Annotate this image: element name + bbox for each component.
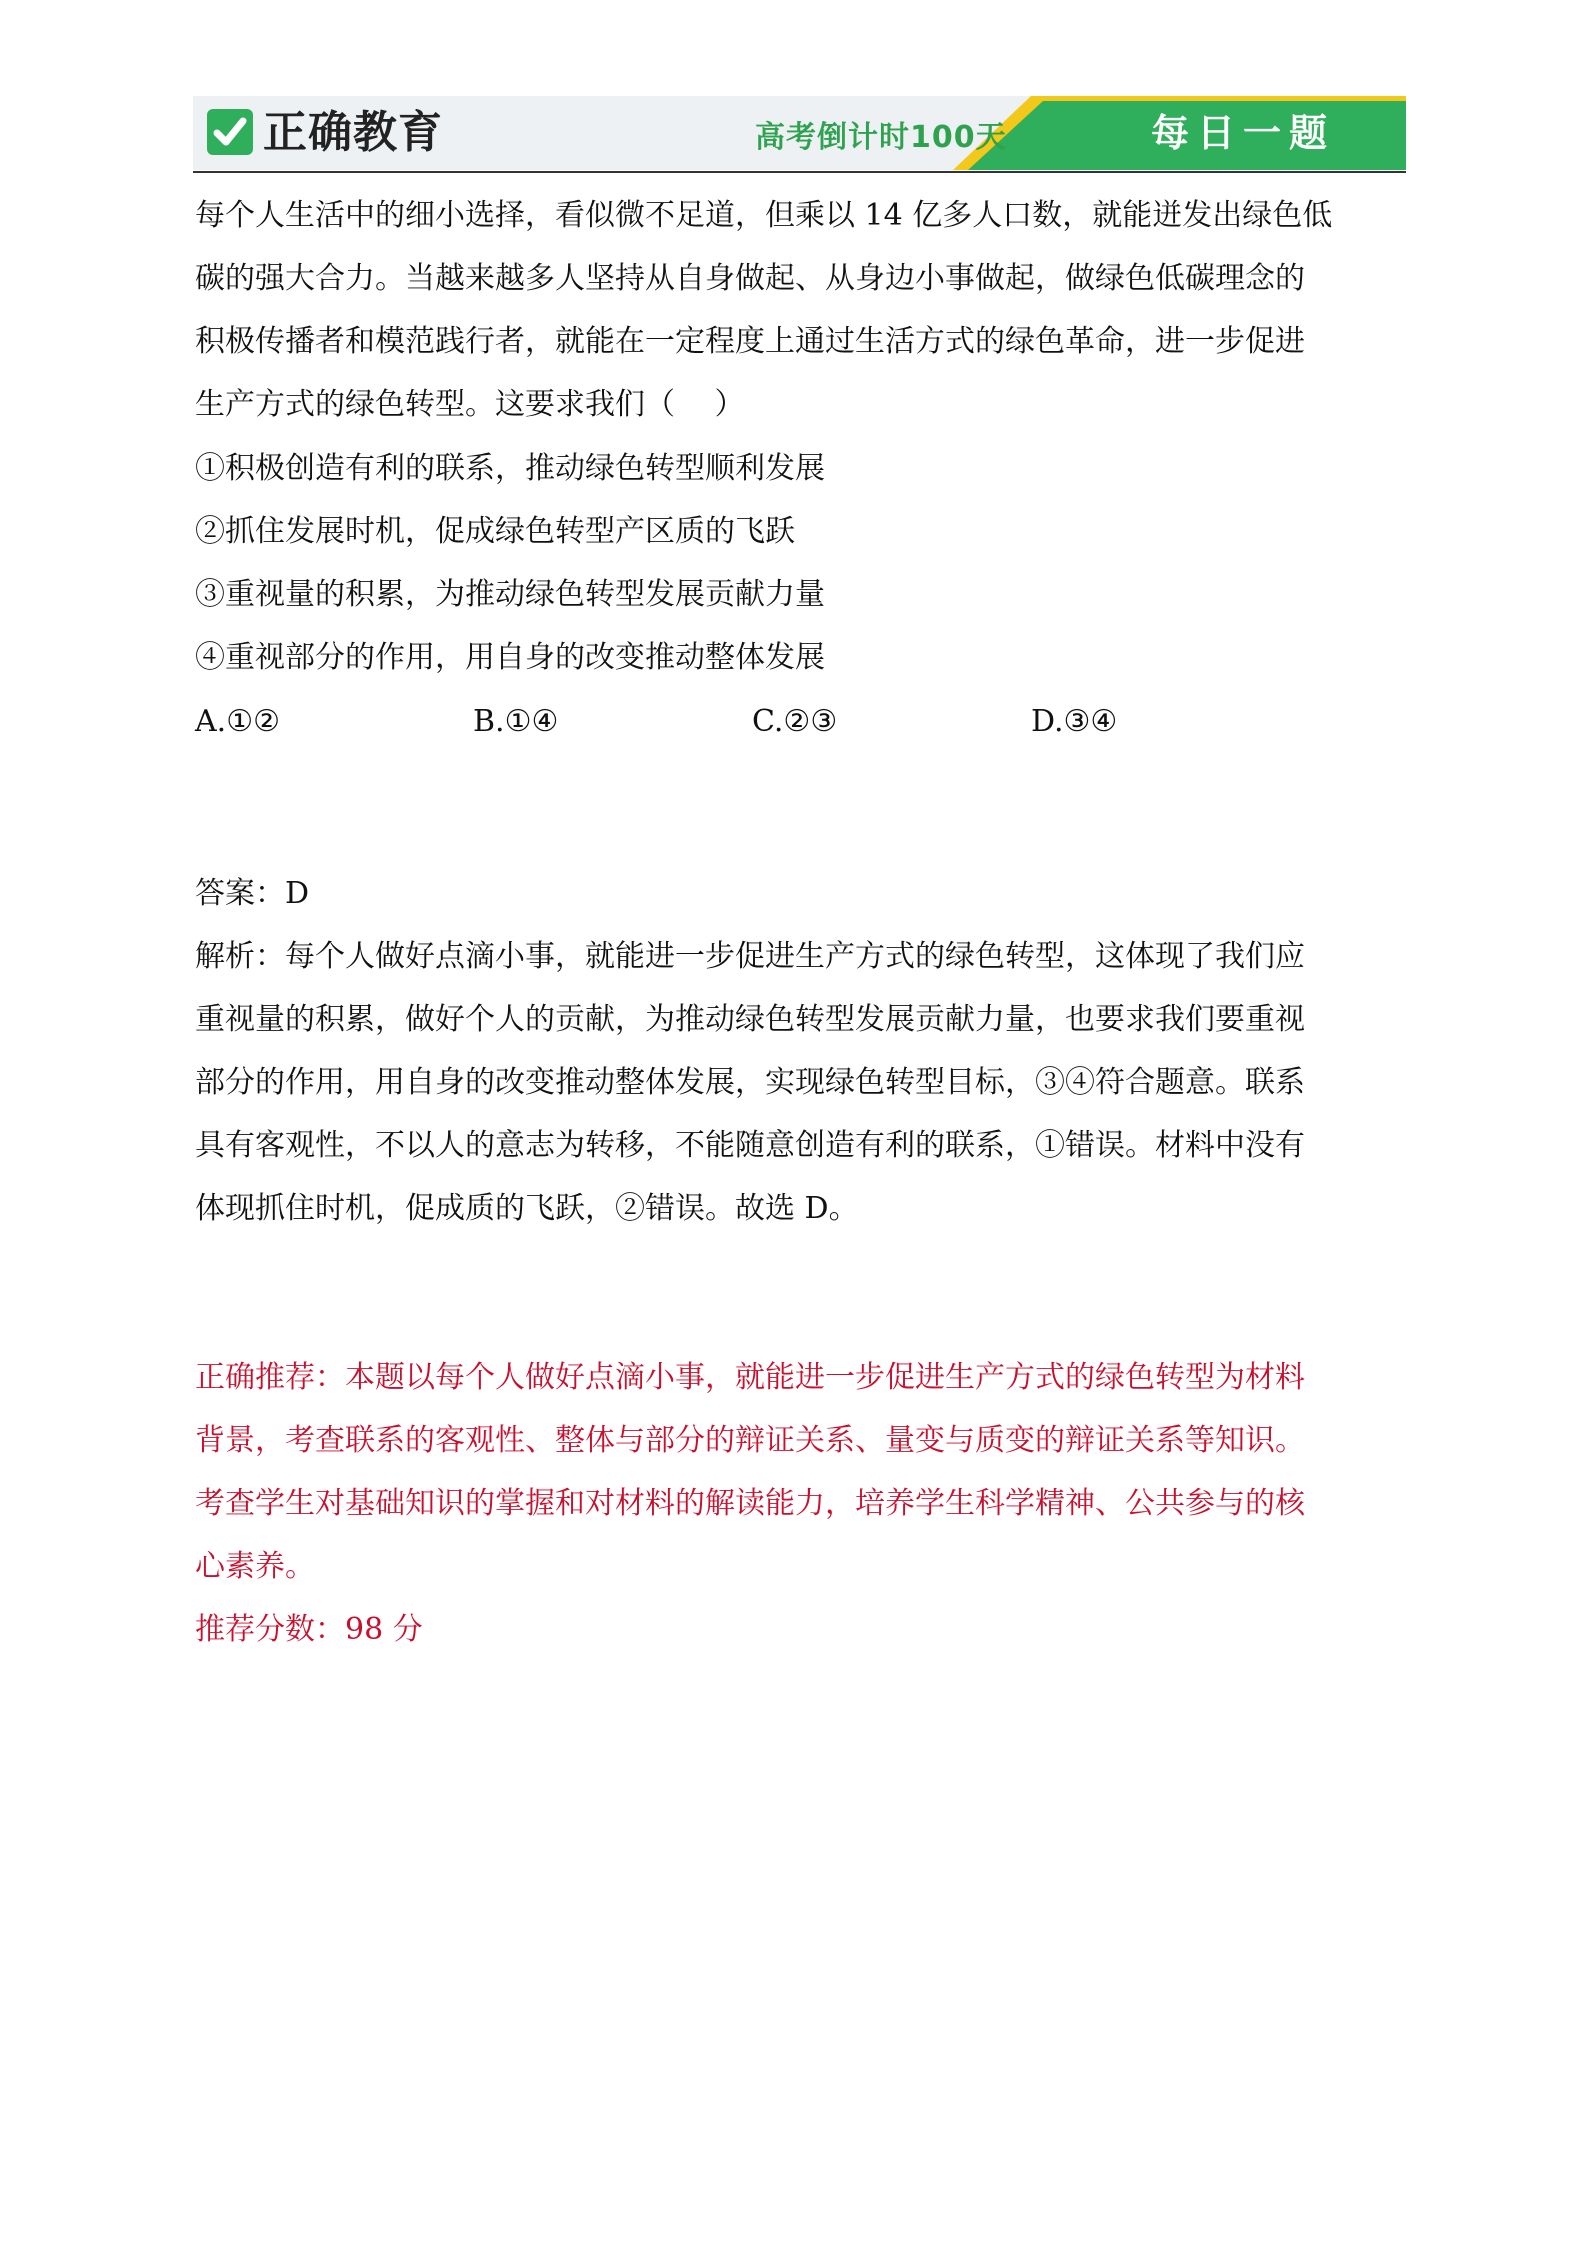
logo-text: 正确教育 (263, 107, 443, 158)
option-d: D.③④ (1031, 704, 1118, 739)
statement-4: ④重视部分的作用，用自身的改变推动整体发展 (195, 640, 825, 675)
recommend-line: 心素养。 (195, 1549, 315, 1584)
question-stem-line: 每个人生活中的细小选择，看似微不足道，但乘以 14 亿多人口数，就能迸发出绿色低 (195, 198, 1333, 233)
option-b: B.①④ (473, 704, 559, 739)
header-divider (193, 171, 1406, 173)
answer-label: 答案：D (195, 876, 310, 911)
statement-3: ③重视量的积累，为推动绿色转型发展贡献力量 (195, 577, 825, 612)
countdown-text: 高考倒计时100天 (755, 120, 1007, 155)
analysis-line: 重视量的积累，做好个人的贡献，为推动绿色转型发展贡献力量，也要求我们要重视 (195, 1002, 1305, 1037)
recommend-line: 背景，考查联系的客观性、整体与部分的辩证关系、量变与质变的辩证关系等知识。 (195, 1423, 1305, 1458)
statement-2: ②抓住发展时机，促成绿色转型产区质的飞跃 (195, 514, 795, 549)
analysis-line: 具有客观性，不以人的意志为转移，不能随意创造有利的联系，①错误。材料中没有 (195, 1128, 1305, 1163)
question-stem-line: 积极传播者和模范践行者，就能在一定程度上通过生活方式的绿色革命，进一步促进 (195, 324, 1305, 359)
option-c: C.②③ (752, 704, 838, 739)
analysis-line: 体现抓住时机，促成质的飞跃，②错误。故选 D。 (195, 1191, 859, 1226)
recommend-line: 考查学生对基础知识的掌握和对材料的解读能力，培养学生科学精神、公共参与的核 (195, 1486, 1305, 1521)
daily-question-title: 每日一题 (1151, 111, 1336, 155)
question-stem-line: 生产方式的绿色转型。这要求我们（ ） (195, 387, 745, 422)
question-stem-line: 碳的强大合力。当越来越多人坚持从自身做起、从身边小事做起，做绿色低碳理念的 (195, 261, 1305, 296)
recommend-score: 推荐分数：98 分 (195, 1612, 423, 1647)
statement-1: ①积极创造有利的联系，推动绿色转型顺利发展 (195, 451, 825, 486)
option-a: A.①② (195, 704, 280, 739)
analysis-line: 部分的作用，用自身的改变推动整体发展，实现绿色转型目标，③④符合题意。联系 (195, 1065, 1305, 1100)
analysis-line: 解析：每个人做好点滴小事，就能进一步促进生产方式的绿色转型，这体现了我们应 (195, 939, 1305, 974)
recommend-line: 正确推荐：本题以每个人做好点滴小事，就能进一步促进生产方式的绿色转型为材料 (195, 1360, 1305, 1395)
header-banner (193, 96, 1406, 170)
check-logo-icon (207, 109, 253, 155)
